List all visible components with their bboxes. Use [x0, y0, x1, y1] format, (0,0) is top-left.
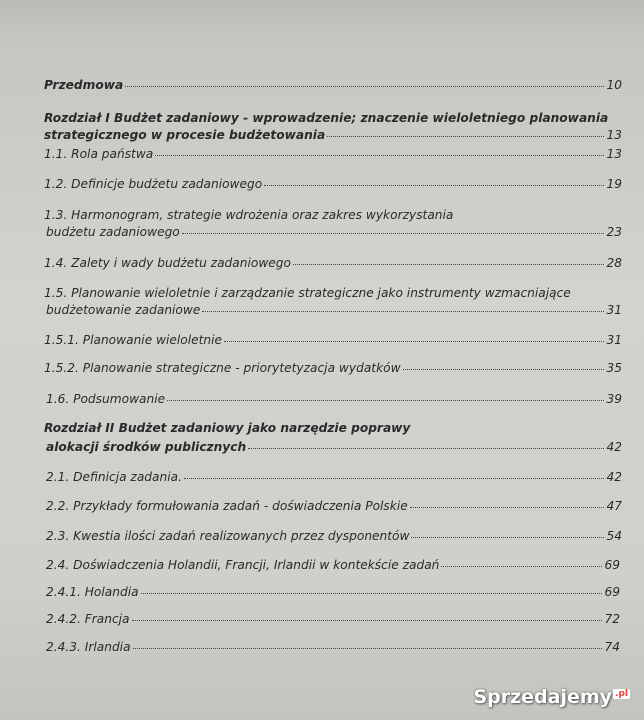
- leader-dots: [132, 619, 603, 621]
- toc-entry-1-5-line1: 1.5. Planowanie wieloletnie i zarządzanie strategiczne jako instrumenty wzmacniające: [44, 286, 571, 300]
- leader-dots: [202, 310, 604, 312]
- toc-page-number: 72: [604, 612, 620, 626]
- toc-entry-1-5: [46, 303, 622, 318]
- leader-dots: [133, 647, 603, 649]
- toc-entry-1-3-line1: 1.3. Harmonogram, strategie wdrożenia oraz zakres wykorzystania: [44, 208, 454, 222]
- toc-entry-rozdzial-2-line1: Rozdział II Budżet zadaniowy jako narzędzie poprawy: [44, 421, 411, 435]
- watermark-text: Sprzedajemy: [473, 686, 613, 708]
- leader-dots: [155, 154, 604, 156]
- toc-page-number: 42: [606, 440, 622, 454]
- toc-page-number: 69: [604, 558, 620, 572]
- toc-entry-2-4-2: [46, 612, 620, 627]
- toc-entry-title: 1.1. Rola państwa: [44, 147, 154, 161]
- toc-entry-title: 2.2. Przykłady formułowania zadań - doświadczenia Polskie: [46, 499, 408, 513]
- toc-page-number: 13: [606, 147, 622, 161]
- toc-entry-title: strategicznego w procesie budżetowania: [44, 128, 326, 142]
- toc-entry-2-4-1: [46, 585, 620, 600]
- leader-dots: [410, 506, 605, 508]
- toc-entry-title: budżetu zadaniowego: [46, 225, 180, 239]
- toc-entry-title: 2.1. Definicja zadania.: [46, 470, 182, 484]
- toc-page-number: 10: [606, 78, 622, 92]
- leader-dots: [184, 477, 605, 479]
- leader-dots: [224, 340, 604, 342]
- toc-entry-1-5-1: [44, 333, 622, 348]
- toc-entry-title: 1.5.2. Planowanie strategiczne - priorytetyzacja wydatków: [44, 361, 401, 375]
- toc-entry-2-4: [46, 558, 620, 573]
- toc-page-number: 31: [606, 333, 622, 347]
- toc-entry-title: 1.2. Definicje budżetu zadaniowego: [44, 177, 263, 191]
- toc-page-number: 47: [606, 499, 622, 513]
- toc-entry-1-2: [44, 177, 622, 192]
- toc-entry-title: Przedmowa: [44, 78, 124, 92]
- toc-entry-title: 1.4. Zalety i wady budżetu zadaniowego: [44, 256, 291, 270]
- toc-page-number: 74: [604, 640, 620, 654]
- leader-dots: [167, 399, 604, 401]
- toc-entry-title: 1.6. Podsumowanie: [46, 392, 166, 406]
- leader-dots: [441, 565, 602, 567]
- toc-page-number: 39: [606, 392, 622, 406]
- leader-dots: [403, 368, 605, 370]
- toc-page-number: 19: [606, 177, 622, 191]
- leader-dots: [125, 85, 604, 87]
- toc-entry-title: 2.3. Kwestia ilości zadań realizowanych przez dysponentów: [46, 529, 410, 543]
- toc-entry-1-4: [44, 256, 622, 271]
- toc-page-number: 69: [604, 585, 620, 599]
- leader-dots: [141, 592, 603, 594]
- leader-dots: [293, 263, 605, 265]
- toc-entry-title: alokacji środków publicznych: [46, 440, 247, 454]
- toc-page-number: 42: [606, 470, 622, 484]
- toc-page-number: 23: [606, 225, 622, 239]
- toc-entry-2-2: [46, 499, 622, 514]
- toc-entry-rozdzial-1: [44, 128, 622, 143]
- watermark-suffix: .pl: [615, 688, 628, 699]
- leader-dots: [182, 232, 605, 234]
- toc-entry-rozdzial-2: [46, 440, 622, 455]
- leader-dots: [264, 184, 604, 186]
- toc-page-number: 54: [606, 529, 622, 543]
- toc-entry-1-6: [46, 392, 622, 407]
- toc-page-number: 31: [606, 303, 622, 317]
- leader-dots: [248, 447, 604, 449]
- toc-entry-2-3: [46, 529, 622, 544]
- toc-entry-title: 2.4.1. Holandia: [46, 585, 139, 599]
- toc-page-number: 28: [606, 256, 622, 270]
- toc-entry-title: 2.4.2. Francja: [46, 612, 130, 626]
- toc-entry-1-1: [44, 147, 622, 162]
- toc-entry-title: 1.5.1. Planowanie wieloletnie: [44, 333, 223, 347]
- toc-entry-title: 2.4.3. Irlandia: [46, 640, 131, 654]
- toc-entry-2-4-3: [46, 640, 620, 655]
- leader-dots: [327, 135, 604, 137]
- toc-entry-przedmowa: [44, 78, 622, 93]
- toc-entry-title: budżetowanie zadaniowe: [46, 303, 201, 317]
- toc-entry-2-1: [46, 470, 622, 485]
- leader-dots: [411, 536, 604, 538]
- toc-entry-1-5-2: [44, 361, 622, 376]
- toc-page-number: 13: [606, 128, 622, 142]
- toc-entry-title: 2.4. Doświadczenia Holandii, Francji, Irlandii w kontekście zadań: [46, 558, 440, 572]
- toc-page-number: 35: [606, 361, 622, 375]
- watermark-logo: [473, 686, 630, 708]
- toc-entry-rozdzial-1-line1: Rozdział I Budżet zadaniowy - wprowadzenie; znaczenie wieloletniego planowania: [44, 111, 609, 125]
- toc-entry-1-3: [46, 225, 622, 240]
